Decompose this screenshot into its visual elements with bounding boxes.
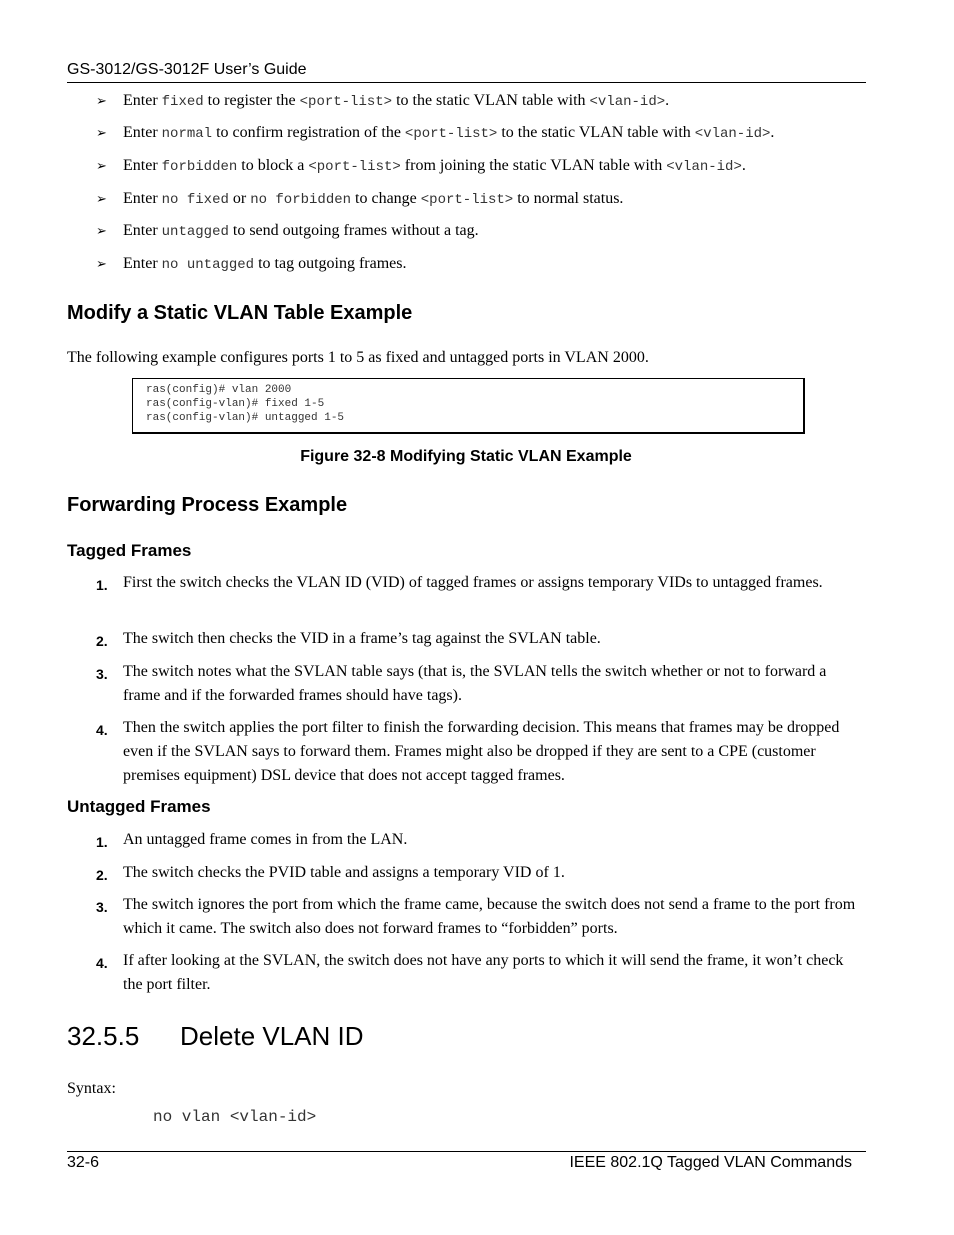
bullet-item: ➢ Enter untagged to send outgoing frames without a tag. [96,222,479,240]
arrow-bullet-icon: ➢ [96,126,107,141]
bullet-item: ➢ Enter forbidden to block a <port-list> from joining the static VLAN table with <vlan-id>. [96,157,746,175]
syntax-label: Syntax: [67,1080,116,1097]
list-text: An untagged frame comes in from the LAN. [123,831,408,848]
list-number: 3. [96,666,108,682]
chapter-title: IEEE 802.1Q Tagged VLAN Commands [569,1154,852,1171]
list-number: 4. [96,955,108,971]
arrow-bullet-icon: ➢ [96,257,107,272]
figure-caption: Figure 32-8 Modifying Static VLAN Example [300,448,632,465]
arrow-bullet-icon: ➢ [96,159,107,174]
bullet-item: ➢ Enter no untagged to tag outgoing frames. [96,255,407,273]
modify-example-heading: Modify a Static VLAN Table Example [67,302,413,324]
code-line: ras(config-vlan)# untagged 1-5 [146,412,345,424]
bullet-item: ➢ Enter fixed to register the <port-list> to the static VLAN table with <vlan-id>. [96,92,670,110]
list-text: The switch ignores the port from which the frame came, because the switch does not send a frame to the port from which it came. The switch also does not forward frames to “forbidden” ports. [123,896,856,937]
section-number: 32.5.5 [67,1021,140,1051]
arrow-bullet-icon: ➢ [96,192,107,207]
header-rule [67,82,866,83]
list-text: If after looking at the SVLAN, the switch does not have any ports to which it will send the frame, it won’t check the port filter. [123,952,844,993]
syntax-command: no vlan <vlan-id> [153,1108,317,1126]
list-text: First the switch checks the VLAN ID (VID) of tagged frames or assigns temporary VIDs to untagged frames. [123,574,823,591]
modify-example-intro: The following example configures ports 1 to 5 as fixed and untagged ports in VLAN 2000. [67,349,649,366]
section-heading [67,1021,364,1052]
page-number: 32-6 [67,1154,100,1171]
list-text: The switch checks the PVID table and assigns a temporary VID of 1. [123,864,565,881]
list-number: 1. [96,577,108,593]
bullet-item: ➢ Enter normal to confirm registration of the <port-list> to the static VLAN table with <vlan-id>. [96,124,775,142]
code-line: ras(config)# vlan 2000 [146,384,292,396]
arrow-bullet-icon: ➢ [96,94,107,109]
list-number: 3. [96,899,108,915]
list-number: 1. [96,834,108,850]
arrow-bullet-icon: ➢ [96,224,107,239]
list-number: 2. [96,867,108,883]
list-text: Then the switch applies the port filter to finish the forwarding decision. This means that frames may be dropped even if the SVLAN says to forward them. Frames might also be dropped if they are sent to a CPE (customer premises equipment) DSL device that does not accept tagged frames. [123,719,840,784]
list-number: 4. [96,722,108,738]
code-line: ras(config-vlan)# fixed 1-5 [146,398,325,410]
list-number: 2. [96,633,108,649]
list-text: The switch then checks the VID in a frame’s tag against the SVLAN table. [123,630,601,647]
running-header-title: GS-3012/GS-3012F User’s Guide [67,61,307,78]
list-text: The switch notes what the SVLAN table says (that is, the SVLAN tells the switch whether or not to forward a frame and if the forwarded frames should have tags). [123,663,827,704]
section-title: Delete VLAN ID [180,1021,364,1051]
forwarding-heading: Forwarding Process Example [67,494,348,516]
code-example-box [132,378,805,434]
bullet-item: ➢ Enter no fixed or no forbidden to change <port-list> to normal status. [96,190,624,208]
untagged-frames-heading: Untagged Frames [67,797,211,816]
footer-rule [67,1151,866,1152]
tagged-frames-heading: Tagged Frames [67,541,192,560]
